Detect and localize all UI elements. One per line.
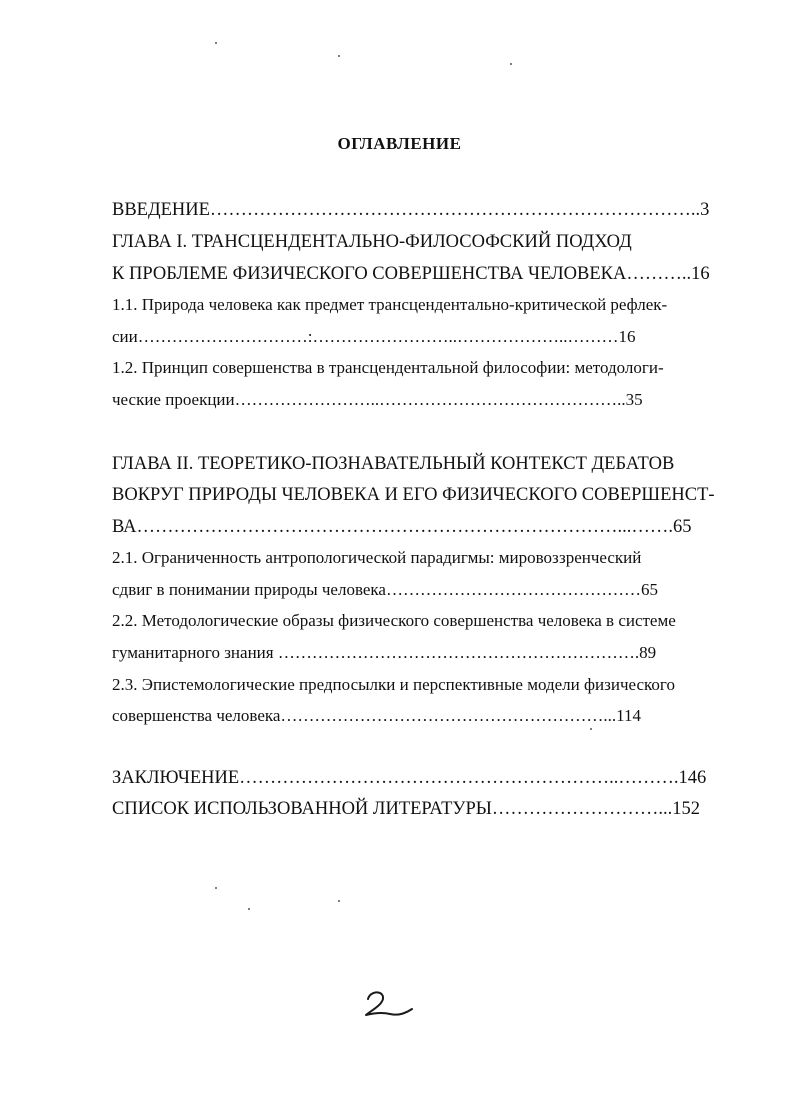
toc-entry-bibliography: СПИСОК ИСПОЛЬЗОВАННОЙ ЛИТЕРАТУРЫ………………………...152 [112, 799, 701, 819]
page-title: ОГЛАВЛЕНИЕ [337, 134, 462, 153]
scan-speck [215, 887, 217, 889]
scan-speck [338, 900, 340, 902]
toc-section-2-2-line-2: гуманитарного знания ……………………………………………………….89 [112, 643, 657, 662]
toc-section-2-1-line-1: 2.1. Ограниченность антропологической парадигмы: мировоззренческий [112, 548, 642, 567]
scan-speck [215, 42, 217, 44]
toc-section-1-2-line-2: ческие проекции……………………..……………………………………..35 [112, 390, 643, 409]
toc-section-2-1-line-2: сдвиг в понимании природы человека………………………………………65 [112, 580, 658, 599]
scan-speck [338, 55, 340, 57]
toc-chapter-1-line-1: ГЛАВА I. ТРАНСЦЕНДЕНТАЛЬНО-ФИЛОСОФСКИЙ ПОДХОД [112, 232, 632, 252]
toc-section-1-1-line-1: 1.1. Природа человека как предмет трансцендентально-критической рефлек- [112, 295, 668, 314]
toc-chapter-2-line-2: ВОКРУГ ПРИРОДЫ ЧЕЛОВЕКА И ЕГО ФИЗИЧЕСКОГО СОВЕРШЕНСТ- [112, 485, 715, 505]
toc-entry-introduction: ВВЕДЕНИЕ……………………………………………………………………..3 [112, 200, 710, 220]
toc-section-2-2-line-1: 2.2. Методологические образы физического совершенства человека в системе [112, 611, 676, 630]
toc-chapter-1-line-2: К ПРОБЛЕМЕ ФИЗИЧЕСКОГО СОВЕРШЕНСТВА ЧЕЛОВЕКА………..16 [112, 264, 710, 284]
handwritten-page-number [360, 985, 420, 1025]
toc-entry-conclusion: ЗАКЛЮЧЕНИЕ……………………………………………………..……….146 [112, 768, 707, 788]
toc-section-1-2-line-1: 1.2. Принцип совершенства в трансцендентальной философии: методологи- [112, 358, 664, 377]
toc-section-2-3-line-2: совершенства человека…………………………………………………...114 [112, 706, 642, 725]
scan-speck [510, 63, 512, 65]
toc-section-2-3-line-1: 2.3. Эпистемологические предпосылки и перспективные модели физического [112, 675, 675, 694]
toc-chapter-2-line-1: ГЛАВА II. ТЕОРЕТИКО-ПОЗНАВАТЕЛЬНЫЙ КОНТЕКСТ ДЕБАТОВ [112, 454, 675, 474]
scan-speck [248, 908, 250, 910]
scan-speck [590, 728, 592, 730]
toc-chapter-2-line-3: ВА……………………………………………………………………...…….65 [112, 517, 692, 537]
toc-section-1-1-line-2: сии…………………………:……………………..………………..………16 [112, 327, 636, 346]
